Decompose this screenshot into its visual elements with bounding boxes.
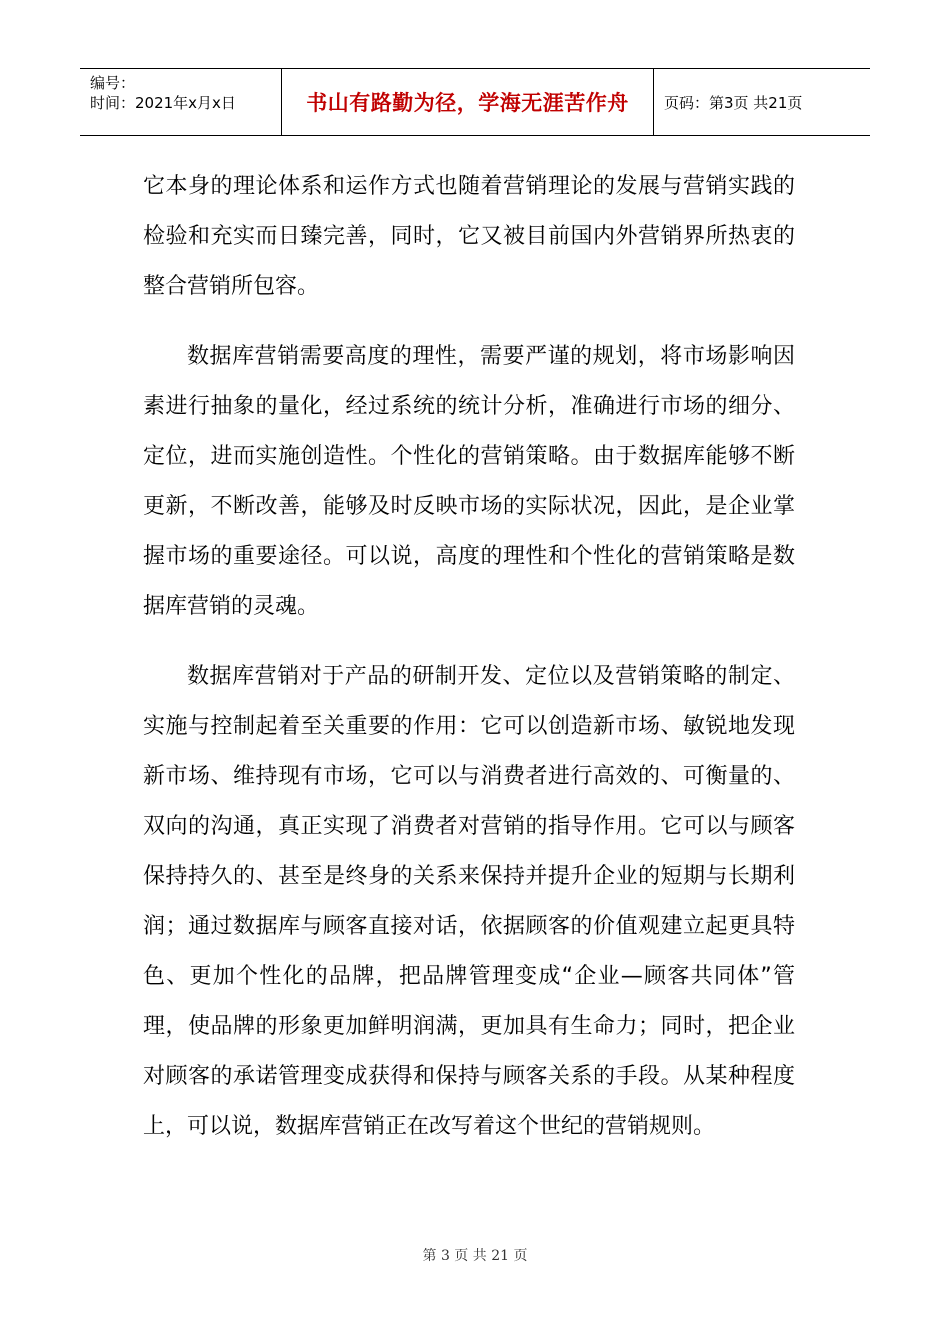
header-motto-cell [282,69,654,135]
body-paragraph: 数据库营销需要高度的理性，需要严谨的规划，将市场影响因素进行抽象的量化，经过系统的统计分析，准确进行市场的细分、定位，进而实施创造性。个性化的营销策略。由于数据库能够不断更新，不断改善，能够及时反映市场的实际状况，因此，是企业掌握市场的重要途径。可以说，高度的理性和个性化的营销策略是数据库营销的灵魂。 [143,344,795,619]
body-paragraph: 它本身的理论体系和运作方式也随着营销理论的发展与营销实践的检验和充实而日臻完善，同时，它又被目前国内外营销界所热衷的整合营销所包容。 [143,174,795,299]
document-header [80,68,870,136]
page-footer: 第 3 页 共 21 页 [422,1248,528,1264]
document-body [143,162,795,1172]
header-page-info: 页码：第3页 共21页 [664,93,803,112]
header-meta-cell [80,69,282,135]
document-time-label: 时间：2021年x月x日 [90,94,236,112]
header-motto: 书山有路勤为径，学海无涯苦作舟 [306,90,629,115]
document-number-label: 编号： [90,74,136,92]
body-paragraph: 数据库营销对于产品的研制开发、定位以及营销策略的制定、实施与控制起着至关重要的作用：它可以创造新市场、敏锐地发现新市场、维持现有市场，它可以与消费者进行高效的、可衡量的、双向的沟通，真正实现了消费者对营销的指导作用。它可以与顾客保持持久的、甚至是终身的关系来保持并提升企业的短期与长期利润；通过数据库与顾客直接对话，依据顾客的价值观建立起更具特色、更加个性化的品牌，把品牌管理变成“企业—顾客共同体”管理，使品牌的形象更加鲜明润满，更加具有生命力；同时，把企业对顾客的承诺管理变成获得和保持与顾客关系的手段。从某种程度上，可以说，数据库营销正在改写着这个世纪的营销规则。 [143,664,796,1139]
header-page-cell [654,69,870,135]
